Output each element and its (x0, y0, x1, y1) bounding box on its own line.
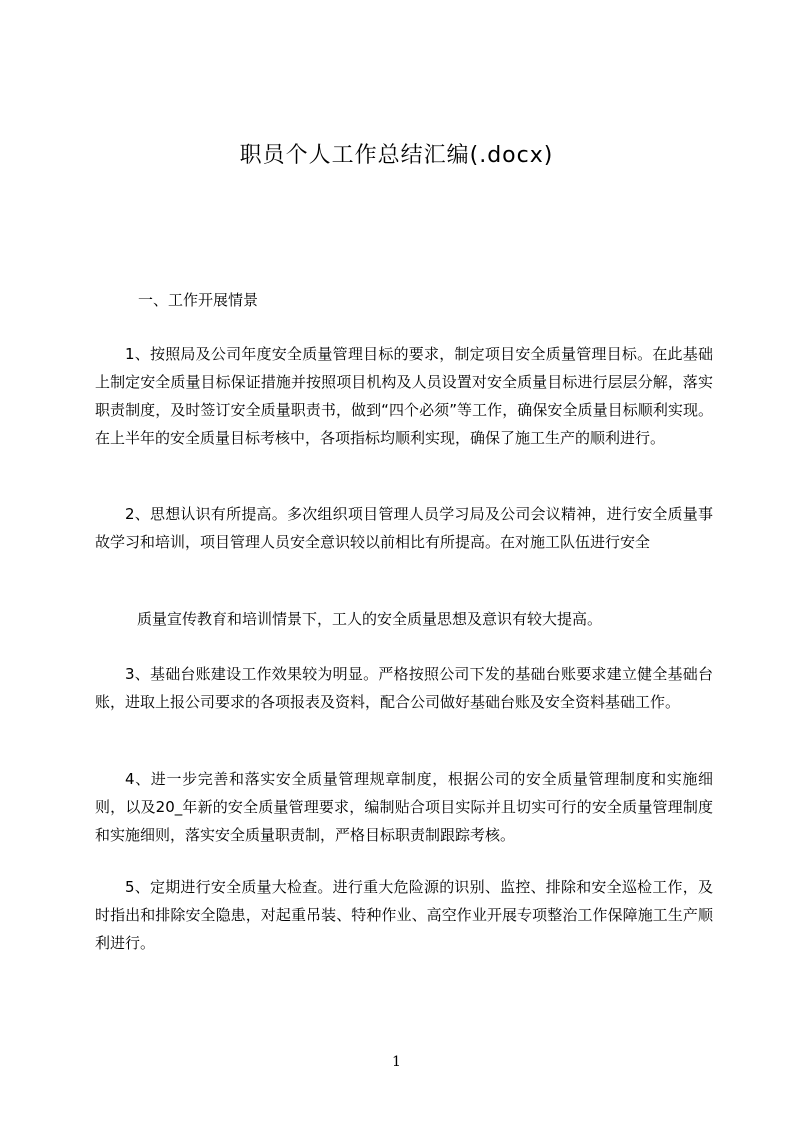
paragraph-1: 1、按照局及公司年度安全质量管理目标的要求，制定项目安全质量管理目标。在此基础上制定安全质量目标保证措施并按照项目机构及人员设置对安全质量目标进行层层分解，落实职责制度，及时签订安全质量职责书，做到“四个必须”等工作，确保安全质量目标顺利实现。在上半年的安全质量目标考核中，各项指标均顺利实现，确保了施工生产的顺利进行。 (95, 345, 713, 447)
paragraph-2-continued: 质量宣传教育和培训情景下，工人的安全质量思想及意识有较大提高。 (137, 610, 603, 628)
document-title: 职员个人工作总结汇编(.docx) (239, 143, 554, 168)
paragraph-3: 3、基础台账建设工作效果较为明显。严格按照公司下发的基础台账要求建立健全基础台账，进取上报公司要求的各项报表及资料，配合公司做好基础台账及安全资料基础工作。 (95, 665, 713, 711)
paragraph-4: 4、进一步完善和落实安全质量管理规章制度，根据公司的安全质量管理制度和实施细则，以及20_年新的安全质量管理要求，编制贴合项目实际并且切实可行的安全质量管理制度和实施细则，落实安全质量职责制，严格目标职责制跟踪考核。 (95, 770, 713, 844)
paragraph-2: 2、思想认识有所提高。多次组织项目管理人员学习局及公司会议精神，进行安全质量事故学习和培训，项目管理人员安全意识较以前相比有所提高。在对施工队伍进行安全 (95, 505, 713, 551)
section-heading: 一、工作开展情景 (138, 291, 259, 309)
paragraph-5: 5、定期进行安全质量大检查。进行重大危险源的识别、监控、排除和安全巡检工作，及时指出和排除安全隐患，对起重吊装、特种作业、高空作业开展专项整治工作保障施工生产顺利进行。 (95, 878, 713, 952)
page-number: 1 (392, 1054, 401, 1070)
